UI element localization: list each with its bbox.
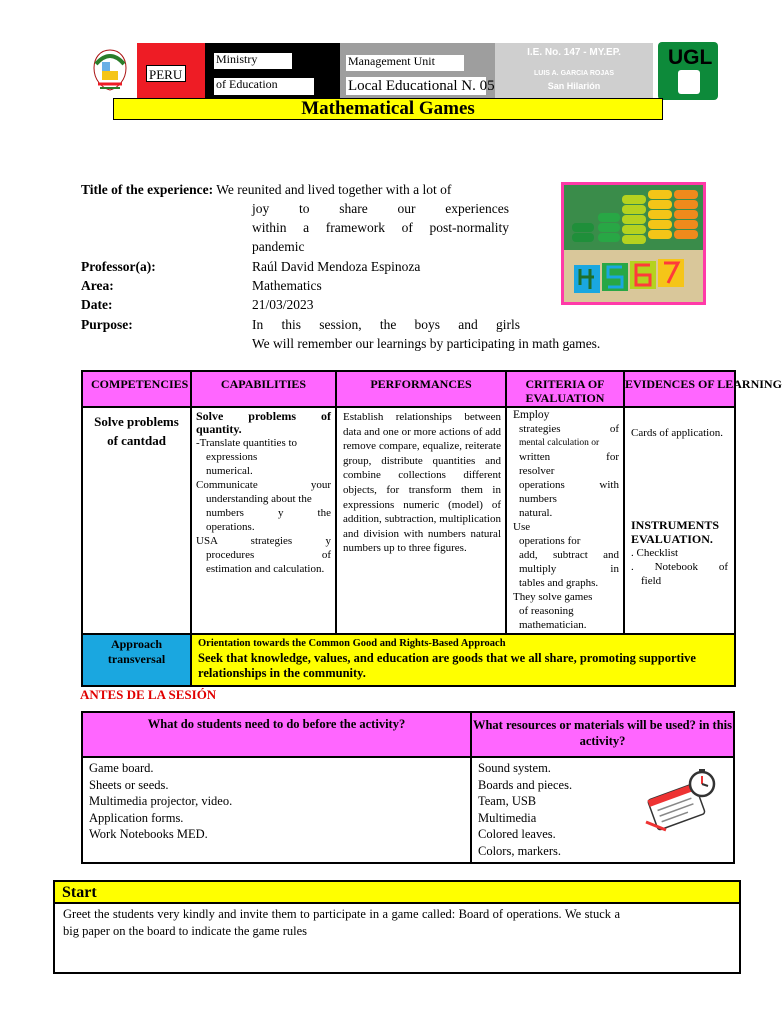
professor-label: Professor(a): <box>81 259 156 274</box>
start-section <box>53 880 741 974</box>
country-label: PERU <box>146 65 186 82</box>
list-item: Game board. <box>89 761 154 775</box>
evidence-cell <box>624 407 735 634</box>
ugel-emblem <box>678 70 700 94</box>
area-value: Mathematics <box>252 278 322 293</box>
capability-2: Communicate your <box>196 479 331 491</box>
instrument-2: . Notebook of <box>631 561 728 573</box>
mgmt-line1: Management Unit <box>346 55 464 71</box>
criteria-3c: mathematician. <box>519 619 587 631</box>
list-item: Multimedia projector, video. <box>89 794 233 809</box>
school-place: San Hilarión <box>547 81 601 91</box>
purpose-label: Purpose: <box>81 317 133 332</box>
criteria-1a: Employ <box>513 409 550 421</box>
list-item: Colored leaves. <box>478 827 556 842</box>
title-label: Title of the experience: <box>81 182 214 197</box>
capability-1: -Translate quantities to <box>196 437 298 449</box>
ministry-line2: of Education <box>214 78 314 95</box>
criteria-2b: operations for <box>519 535 581 547</box>
header-criteria: CRITERIA OF EVALUATION <box>506 371 624 407</box>
criteria-2a: Use <box>513 521 531 533</box>
title-line4: pandemic <box>252 239 305 254</box>
criteria-cell <box>506 407 624 634</box>
criteria-1b: strategies of <box>519 423 619 435</box>
approach-title: Orientation towards the Common Good and Rights-Based Approach <box>198 638 506 649</box>
capability-3b: procedures of <box>206 549 331 561</box>
criteria-3b: of reasoning <box>519 605 574 617</box>
criteria-1h: natural. <box>519 507 553 519</box>
criteria-1f: operations with <box>519 479 619 491</box>
criteria-1e: resolver <box>519 465 555 477</box>
ministry-line1: Ministry <box>214 53 292 69</box>
date-label: Date: <box>81 297 113 312</box>
resources-list <box>471 757 734 863</box>
criteria-2d: multiply in <box>519 563 619 575</box>
mgmt-line2: Local Educational N. 05 <box>348 78 495 94</box>
resources-question: What resources or materials will be used? in this activity? <box>471 712 734 757</box>
approach-label: Approach transversal <box>107 637 166 666</box>
list-item: Sound system. <box>478 761 551 775</box>
title-line2: joy to share our experiences <box>252 201 509 216</box>
professor-value: Raúl David Mendoza Espinoza <box>252 259 421 274</box>
abacus-photo <box>561 182 706 305</box>
list-item: Work Notebooks MED. <box>89 827 208 842</box>
list-item: Colors, markers. <box>478 843 561 858</box>
capability-3c: estimation and calculation. <box>206 563 325 575</box>
purpose-line2: We will remember our learnings by participating in math games. <box>252 336 601 351</box>
agenda-clipboard-icon <box>644 768 722 832</box>
capability-cell <box>191 407 336 634</box>
list-item: Boards and pieces. <box>478 777 573 792</box>
header-competencies: COMPETENCIES <box>82 371 191 407</box>
start-heading: Start <box>62 884 97 901</box>
header-evidences: EVIDENCES OF LEARNING <box>624 371 735 407</box>
instrument-1: . Checklist <box>631 547 679 559</box>
resources-table <box>81 711 735 864</box>
header-capabilities: CAPABILITIES <box>191 371 336 407</box>
instruments-title: INSTRUMENTS EVALUATION. <box>631 518 720 546</box>
evidence-1: Cards of application. <box>631 427 723 439</box>
school-sub: LUIS A. GARCIA ROJAS <box>534 70 614 77</box>
criteria-1d: written for <box>519 451 619 463</box>
capability-1b: expressions <box>206 451 258 463</box>
competency-table <box>81 370 782 687</box>
competency-text: Solve problems of cantdad <box>94 414 179 448</box>
competency-cell <box>82 407 191 634</box>
date-value: 21/03/2023 <box>252 297 314 312</box>
purpose-line1: In this session, the boys and girls <box>252 317 520 332</box>
capability-2d: operations. <box>206 521 255 533</box>
header-performances: PERFORMANCES <box>336 371 506 407</box>
activity-question: What do students need to do before the activity? <box>82 712 471 757</box>
peru-coat-of-arms <box>86 44 134 98</box>
criteria-1g: numbers <box>519 493 557 505</box>
before-session-heading: ANTES DE LA SESIÓN <box>80 687 217 702</box>
school-name: I.E. No. 147 - MY.EP. <box>527 47 621 58</box>
instrument-2b: field <box>641 575 662 587</box>
ugel-logo <box>658 42 718 100</box>
criteria-3a: They solve games <box>513 591 593 603</box>
list-item: Multimedia <box>478 810 537 825</box>
performance-cell <box>336 407 506 634</box>
start-text: Greet the students very kindly and invite them to participate in a game called: Board of operations. We stuck a big paper on the board to indicate the game rules <box>63 907 620 938</box>
approach-text: Seek that knowledge, values, and education are goods that we all share, promoting supportive relationships in the community. <box>198 651 696 680</box>
approach-label-cell <box>82 634 191 686</box>
capability-title: Solve problems of quantity. <box>196 409 331 436</box>
start-heading-bar <box>55 882 739 904</box>
criteria-2e: tables and graphs. <box>519 577 599 589</box>
criteria-1c: mental calculation or <box>519 438 600 448</box>
title-line3: within a framework of post-normality <box>252 220 509 235</box>
document-title: Mathematical Games <box>113 98 663 120</box>
capability-2c: numbers y the <box>206 507 331 519</box>
list-item: Team, USB <box>478 794 537 809</box>
ugel-logo-text: UGL <box>668 46 713 69</box>
criteria-2c: add, subtract and <box>519 549 619 561</box>
title-line1: We reunited and lived together with a lot of <box>216 182 452 197</box>
list-item: Sheets or seeds. <box>89 777 169 792</box>
capability-3: USA strategies y <box>196 535 331 547</box>
activity-list <box>82 757 471 863</box>
performance-text: Establish relationships between data and one or more actions of add remove compare, equalize, reiterate group, distribute quantities and combine collections different objects, for transform them in expressions numeric (model) of addition, subtraction, multiplication and division with numbers natural numbers up to three figures. <box>343 411 501 555</box>
list-item: Application forms. <box>89 810 184 825</box>
capability-2b: understanding about the <box>206 493 312 505</box>
approach-cell <box>191 634 735 686</box>
area-label: Area: <box>81 278 114 293</box>
capability-1c: numerical. <box>206 465 253 477</box>
